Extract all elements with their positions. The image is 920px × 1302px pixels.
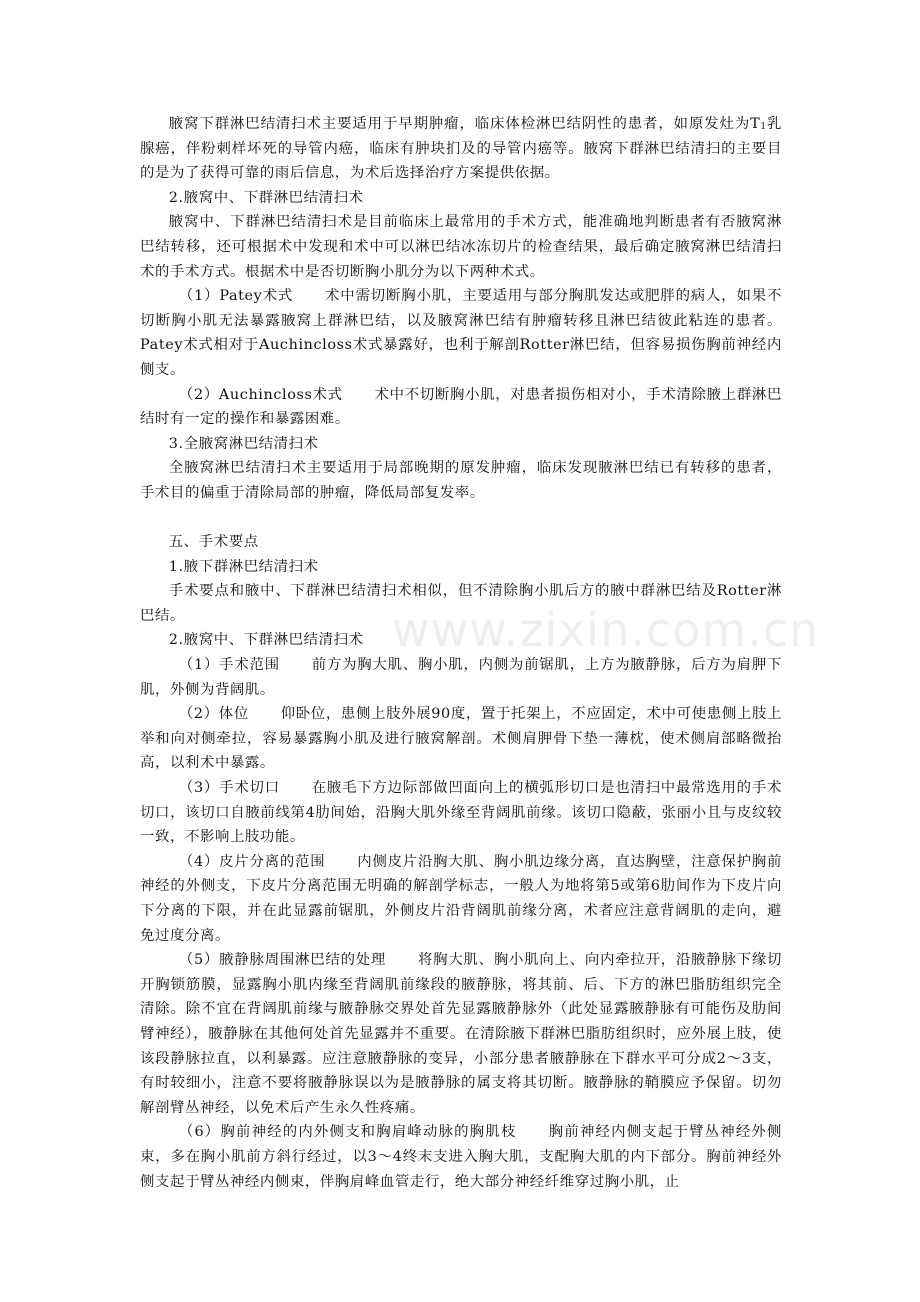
paragraph-axillary-vein: （5）腋静脉周围淋巴结的处理 将胸大肌、胸小肌向上、向内牵拉开，沿腋静脉下缘切开胸锁筋膜，显露胸小肌内缘至背阔肌前缘段的腋静脉，将其前、后、下方的淋巴脂肪组织完全清除。除不宜在背阔肌前缘与腋静脉交界处首先显露腋静脉外（此处显露腋静脉有可能伤及肋间臂神经），腋静脉在其他何处首先显露并不重要。在清除腋下群淋巴脂肪组织时，应外展上肢，使该段静脉拉直，以利暴露。应注意腋静脉的变异，小部分患者腋静脉在下群水平可分成2～3支，有时较细小，注意不要将腋静脉误以为是腋静脉的属支将其切断。腋静脉的鞘膜应予保留。切勿解剖臂丛神经，以免术后产生永久性疼痛。 bbox=[140, 952, 782, 1116]
heading-lower-group: 1.腋下群淋巴结清扫术 bbox=[168, 558, 319, 575]
paragraph-mid-lower-clearance: 腋窝中、下群淋巴结清扫术是目前临床上最常用的手术方式，能准确地判断患者有否腋窝淋巴结转移，还可根据术中发现和术中可以淋巴结冰冻切片的检查结果，最后确定腋窝淋巴结清扫术的手术方式。根据术中是否切断胸小肌分为以下两种术式。 bbox=[140, 214, 782, 280]
document-body bbox=[140, 112, 782, 1194]
paragraph-surgical-range: （1）手术范围 前方为胸大肌、胸小肌，内侧为前锯肌，上方为腋静脉，后方为肩胛下肌，外侧为背阔肌。 bbox=[140, 657, 782, 698]
paragraph-skin-flap: （4）皮片分离的范围 内侧皮片沿胸大肌、胸小肌边缘分离，直达胸壁，注意保护胸前神经的外侧支，下皮片分离范围无明确的解剖学标志，一般人为地将第5或第6肋间作为下皮片向下分离的下限，并在此显露前锯肌，外侧皮片沿背阔肌前缘分离，术者应注意背阔肌的走向，避免过度分离。 bbox=[140, 853, 782, 944]
paragraph-lower-axillary-intro: 腋窝下群淋巴结清扫术主要适用于早期肿瘤，临床体检淋巴结阴性的患者，如原发灶为$T_1$乳腺癌，伴粉刺样坏死的导管内癌，临床有肿块扪及的导管内癌等。腋窝下群淋巴结清扫的主要目的是为了获得可靠的雨后信息，为术后选择治疗方案提供依据。 bbox=[140, 116, 782, 182]
paragraph-incision: （3）手术切口 在腋毛下方边际部做凹面向上的横弧形切口是也清扫中最常选用的手术切口，该切口自腋前线第4肋间始，沿胸大肌外缘至背阔肌前缘。该切口隐蔽，张丽小且与皮纹较一致，不影响上肢功能。 bbox=[140, 780, 782, 846]
heading-full-axillary: 3.全腋窝淋巴结清扫术 bbox=[168, 435, 319, 452]
paragraph-position: （2）体位 仰卧位，患侧上肢外展90度，置于托架上，不应固定，术中可使患侧上肢上举和向对侧牵拉，容易暴露胸小肌及进行腋窝解剖。术侧肩胛骨下垫一薄枕，使术侧肩部略微抬高，以利术中暴露。 bbox=[140, 706, 783, 772]
subscript-1: 1 bbox=[760, 122, 767, 132]
paragraph-pectoral-nerve: （6）胸前神经的内外侧支和胸肩峰动脉的胸肌枝 胸前神经内侧支起于臂丛神经外侧束，多在胸小肌前方斜行经过，以3～4终末支进入胸大肌，支配胸大肌的内下部分。胸前神经外侧支起于臂丛神经内侧束，伴胸肩峰血管走行，绝大部分神经纤维穿过胸小肌，止 bbox=[140, 1124, 782, 1190]
heading-surgical-points: 五、手术要点 bbox=[168, 534, 259, 551]
heading-mid-lower-clearance: 2.腋窝中、下群淋巴结清扫术 bbox=[168, 189, 364, 206]
paragraph-lower-group: 手术要点和腋中、下群淋巴结清扫术相似，但不清除胸小肌后方的腋中群淋巴结及Rotter淋巴结。 bbox=[140, 583, 782, 624]
paragraph-auchincloss: （2）Auchincloss术式 术中不切断胸小肌，对患者损伤相对小，手术清除腋上群淋巴结时有一定的操作和暴露困难。 bbox=[140, 386, 783, 428]
paragraph-patey: （1）Patey术式 术中需切断胸小肌，主要适用与部分胸肌发达或肥胖的病人，如果不切断胸小肌无法暴露腋窝上群淋巴结，以及腋窝淋巴结有肿瘤转移且淋巴结彼此粘连的患者。Patey术式相对于Auchincloss术式暴露好，也利于解剖Rotter淋巴结，但容易损伤胸前神经内侧支。 bbox=[140, 288, 782, 378]
watermark-text: www.zixin.com.cn bbox=[392, 603, 820, 657]
heading-mid-lower-group: 2.腋窝中、下群淋巴结清扫术 bbox=[168, 632, 364, 649]
paragraph-full-axillary: 全腋窝淋巴结清扫术主要适用于局部晚期的原发肿瘤，临床发现腋淋巴结已有转移的患者，手术目的偏重于清除局部的肿瘤，降低局部复发率。 bbox=[140, 460, 782, 501]
